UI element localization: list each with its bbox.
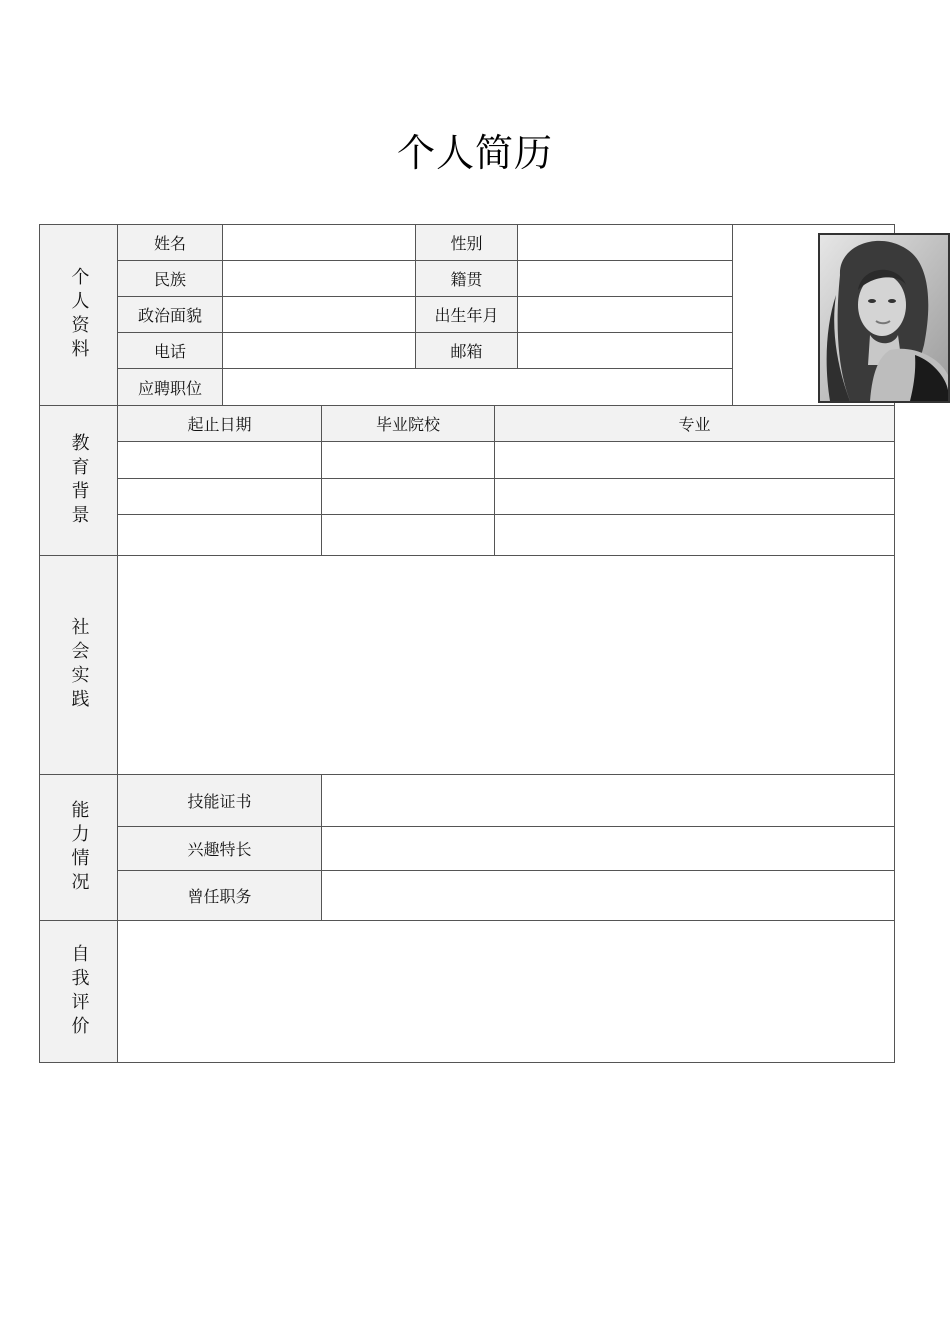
edu-row-1-dates[interactable] xyxy=(117,441,322,479)
field-ethnicity[interactable] xyxy=(222,260,416,297)
field-interests[interactable] xyxy=(321,826,895,871)
label-ethnicity: 民族 xyxy=(117,260,223,297)
label-interests: 兴趣特长 xyxy=(117,826,322,871)
field-hometown[interactable] xyxy=(517,260,733,297)
field-name[interactable] xyxy=(222,224,416,261)
section-label-practice-text: 社会实践 xyxy=(68,617,90,713)
label-political: 政治面貌 xyxy=(117,296,223,333)
edu-header-school: 毕业院校 xyxy=(321,405,495,442)
label-birth: 出生年月 xyxy=(415,296,518,333)
section-label-ability xyxy=(39,774,118,921)
section-label-education-text: 教育背景 xyxy=(68,432,90,529)
field-position[interactable] xyxy=(222,368,733,406)
edu-header-dates: 起止日期 xyxy=(117,405,322,442)
edu-row-3-dates[interactable] xyxy=(117,514,322,556)
edu-row-2-school[interactable] xyxy=(321,478,495,515)
label-name: 姓名 xyxy=(117,224,223,261)
portrait-image xyxy=(820,235,948,401)
label-gender: 性别 xyxy=(415,224,518,261)
edu-row-3-school[interactable] xyxy=(321,514,495,556)
label-past-positions: 曾任职务 xyxy=(117,870,322,921)
section-label-practice xyxy=(39,555,118,775)
field-gender[interactable] xyxy=(517,224,733,261)
page-title: 个人简历 xyxy=(396,131,553,175)
edu-row-2-dates[interactable] xyxy=(117,478,322,515)
section-label-education xyxy=(39,405,118,556)
edu-header-major: 专业 xyxy=(494,405,895,442)
label-phone: 电话 xyxy=(117,332,223,369)
edu-row-3-major[interactable] xyxy=(494,514,895,556)
field-past-positions[interactable] xyxy=(321,870,895,921)
label-position: 应聘职位 xyxy=(117,368,223,406)
self-eval-content[interactable] xyxy=(117,920,895,1063)
label-hometown: 籍贯 xyxy=(415,260,518,297)
edu-row-2-major[interactable] xyxy=(494,478,895,515)
section-label-self-eval-text: 自我评价 xyxy=(68,943,90,1040)
section-label-personal-text: 个人资料 xyxy=(68,267,90,363)
section-label-ability-text: 能力情况 xyxy=(68,799,90,896)
section-label-self-eval xyxy=(39,920,118,1063)
section-label-personal xyxy=(39,224,118,406)
field-political[interactable] xyxy=(222,296,416,333)
practice-content[interactable] xyxy=(117,555,895,775)
field-email[interactable] xyxy=(517,332,733,369)
profile-photo xyxy=(818,233,950,403)
label-certificates: 技能证书 xyxy=(117,774,322,827)
field-birth[interactable] xyxy=(517,296,733,333)
field-certificates[interactable] xyxy=(321,774,895,827)
edu-row-1-school[interactable] xyxy=(321,441,495,479)
edu-row-1-major[interactable] xyxy=(494,441,895,479)
label-email: 邮箱 xyxy=(415,332,518,369)
field-phone[interactable] xyxy=(222,332,416,369)
